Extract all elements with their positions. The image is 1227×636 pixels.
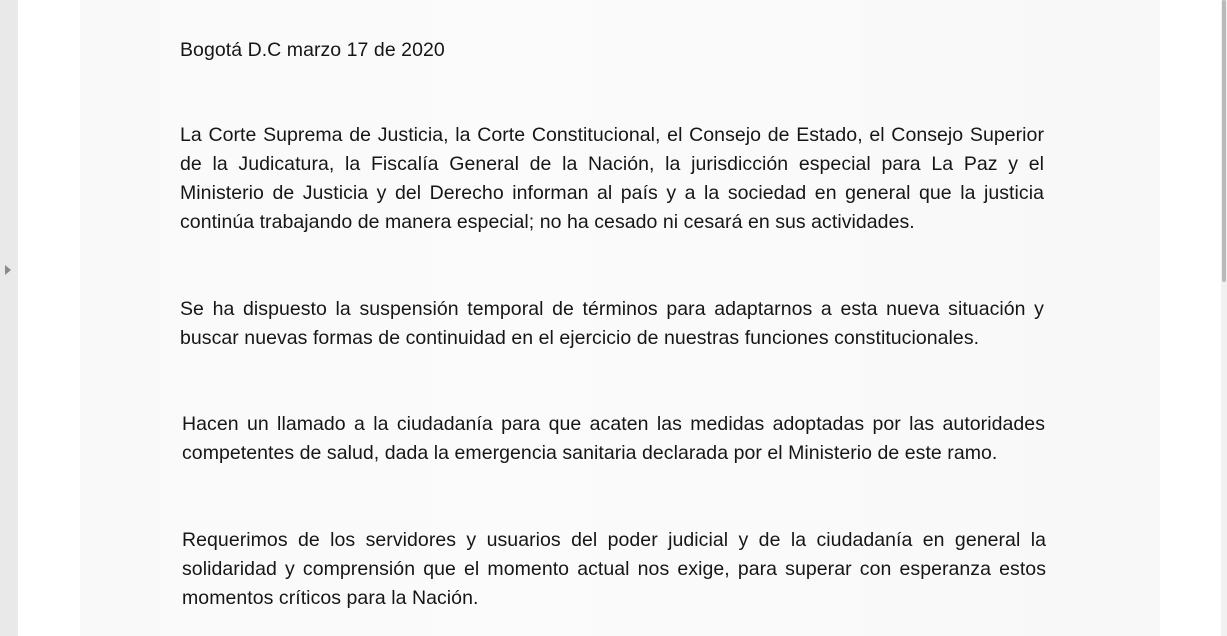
paragraph-1: La Corte Suprema de Justicia, la Corte Constitucional, el Consejo de Estado, el Consejo Superior de la Judicatura, la Fiscalía General de la Nación, la jurisdicción especial para La Paz y el Ministerio de Justicia y del Derecho informan al país y a la sociedad en general que la justicia continúa trabajando de manera especial; no ha cesado ni cesará en sus actividades. bbox=[180, 124, 1044, 233]
expand-arrow-icon[interactable] bbox=[5, 265, 11, 275]
left-gutter bbox=[0, 0, 18, 636]
vertical-scrollbar[interactable] bbox=[1221, 0, 1227, 636]
document-page bbox=[18, 0, 1221, 636]
paragraph-2: Se ha dispuesto la suspensión temporal de términos para adaptarnos a esta nueva situación y buscar nuevas formas de continuidad en el ejercicio de nuestras funciones constitucionales. bbox=[180, 298, 1044, 349]
paragraph-4: Requerimos de los servidores y usuarios del poder judicial y de la ciudadanía en general la solidaridad y comprensión que el momento actual nos exige, para superar con esperanza estos momentos críticos para la Nación. bbox=[182, 529, 1046, 609]
paragraph-3: Hacen un llamado a la ciudadanía para que acaten las medidas adoptadas por las autoridades competentes de salud, dada la emergencia sanitaria declarada por el Ministerio de este ramo. bbox=[182, 413, 1045, 464]
date-line: Bogotá D.C marzo 17 de 2020 bbox=[180, 39, 445, 61]
scrollbar-thumb[interactable] bbox=[1222, 0, 1226, 282]
